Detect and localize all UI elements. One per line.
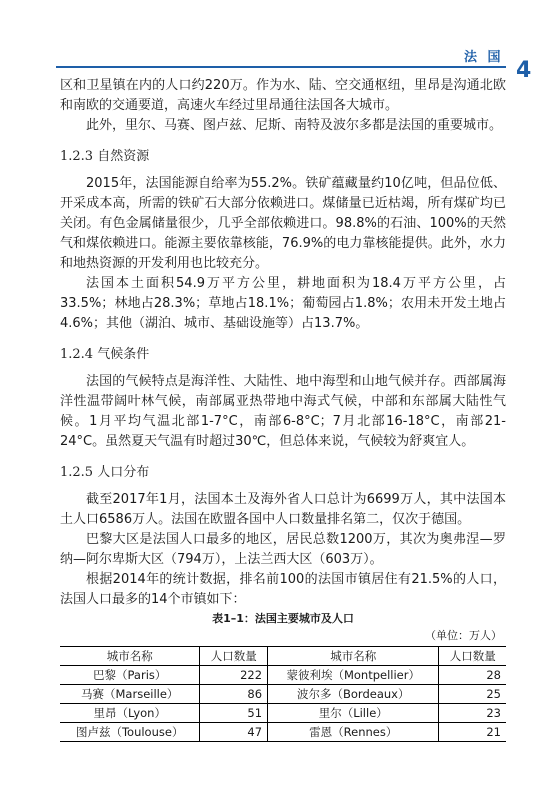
table-caption: 表1–1：法国主要城市及人口	[212, 612, 354, 625]
city-name: 里尔（Lille）	[268, 704, 439, 723]
city-name: 马赛（Marseille）	[60, 685, 200, 704]
city-name: 巴黎（Paris）	[60, 666, 200, 685]
paragraph: 法国本土面积54.9万平方公里，耕地面积为18.4万平方公里，占33.5%；林地占28.3%；草地占18.1%；葡萄园占1.8%；农用未开发土地占4.6%；其他（湖泊、城市、基础设施等）占13.7%。	[60, 276, 506, 331]
city-name: 蒙彼利埃（Montpellier）	[268, 666, 439, 685]
column-header: 人口数量	[439, 647, 506, 666]
paragraph: 截至2017年1月，法国本土及海外省人口总计为6699万人，其中法国本土人口6586万人。法国在欧盟各国中人口数量排名第二，仅次于德国。	[60, 492, 506, 527]
body-content	[60, 76, 506, 742]
paragraph: 巴黎大区是法国人口最多的地区，居民总数1200万，其次为奥弗涅—罗纳—阿尔卑斯大区（794万），上法兰西大区（603万）。	[60, 532, 506, 567]
column-header: 城市名称	[268, 647, 439, 666]
table-row	[60, 666, 506, 685]
city-name: 波尔多（Bordeaux）	[268, 685, 439, 704]
population-value: 23	[439, 704, 506, 723]
header-rule	[56, 66, 506, 68]
table-row	[60, 704, 506, 723]
paragraph: 法国的气候特点是海洋性、大陆性、地中海型和山地气候并存。西部属海洋性温带阔叶林气候，南部属亚热带地中海式气候，中部和东部属大陆性气候。1月平均气温北部1-7°C，南部6-8°C；7月北部16-18°C，南部21-24°C。虽然夏天气温有时超过30℃，但总体来说，气候较为舒爽宜人。	[60, 374, 506, 449]
table-unit: （单位：万人）	[425, 629, 502, 642]
table-header-row	[60, 647, 506, 666]
table-row	[60, 685, 506, 704]
paragraph: 此外，里尔、马赛、图卢兹、尼斯、南特及波尔多都是法国的重要城市。	[86, 118, 503, 133]
column-header: 城市名称	[60, 647, 200, 666]
population-value: 86	[200, 685, 268, 704]
section-heading-population: 1.2.5 人口分布	[60, 465, 150, 480]
section-heading-natural-resources: 1.2.3 自然资源	[60, 149, 150, 164]
city-name: 雷恩（Rennes）	[268, 723, 439, 742]
paragraph: 区和卫星镇在内的人口约220万。作为水、陆、空交通枢纽，里昂是沟通北欧和南欧的交通要道，高速火车经过里昂通往法国各大城市。	[60, 78, 506, 113]
city-population-table	[60, 646, 506, 742]
city-name: 图卢兹（Toulouse）	[60, 723, 200, 742]
population-value: 21	[439, 723, 506, 742]
population-value: 25	[439, 685, 506, 704]
population-value: 28	[439, 666, 506, 685]
population-value: 47	[200, 723, 268, 742]
population-value: 222	[200, 666, 268, 685]
paragraph: 2015年，法国能源自给率为55.2%。铁矿蕴藏量约10亿吨，但品位低、开采成本高，所需的铁矿石大部分依赖进口。煤储量已近枯竭，所有煤矿均已关闭。有色金属储量很少，几乎全部依赖进口。98.8%的石油、100%的天然气和煤依赖进口。能源主要依靠核能，76.9%的电力靠核能提供。此外，水力和地热资源的开发利用也比较充分。	[60, 176, 506, 271]
city-name: 里昂（Lyon）	[60, 704, 200, 723]
paragraph: 根据2014年的统计数据，排名前100的法国市镇居住有21.5%的人口，法国人口最多的14个市镇如下：	[60, 572, 506, 607]
page-number: 4	[516, 58, 532, 83]
column-header: 人口数量	[200, 647, 268, 666]
chapter-title: 法 国	[464, 50, 504, 65]
section-heading-climate: 1.2.4 气候条件	[60, 347, 150, 362]
table-row	[60, 723, 506, 742]
population-value: 51	[200, 704, 268, 723]
